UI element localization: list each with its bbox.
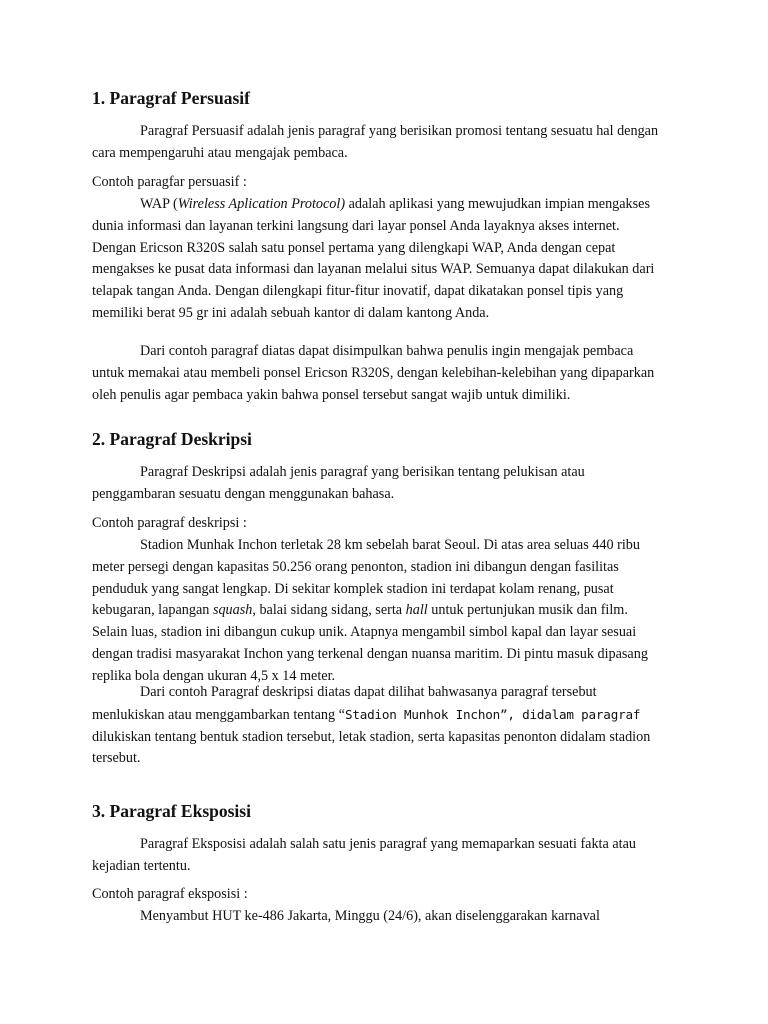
section-1-definition: Paragraf Persuasif adalah jenis paragraf yang berisikan promosi tentang sesuatu hal dengan cara mempengaruhi atau mengajak pembaca. [92, 123, 659, 161]
wap-expansion: Wireless Aplication Protocol) [177, 196, 346, 212]
squash-term: squash [212, 602, 253, 619]
section-3-example-start [92, 906, 662, 928]
section-1-example-paragraph [92, 194, 662, 325]
section-2-example-paragraph [92, 535, 662, 688]
section-3-example-label: Contoh paragraf eksposisi : [92, 886, 248, 902]
section-3-definition: Paragraf Eksposisi adalah salah satu jenis paragraf yang memaparkan sesuati fakta atau kejadian tertentu. [92, 836, 636, 874]
hall-term: hall [405, 602, 428, 619]
stadium-name-quote: Stadion Munhok Inchon”, didalam paragraf [344, 706, 641, 722]
section-1-example-label: Contoh paragfar persuasif : [92, 174, 247, 190]
section-2-example-part-b: , balai sidang sidang, serta [252, 602, 406, 619]
section-2-title: 2. Paragraf Deskripsi [92, 429, 252, 449]
section-2-example-part-c: untuk pertunjukan musik dan film. Selain luas, stadion ini dibangun cukup unik. Atapnya mengambil simbol kapal dan layar sesuai dengan tradisi masyarakat Inchon yang terkenal dengan nuansa maritim. Di pintu masuk dipasang replika bola dengan ukuran 4,5 x 14 meter. [92, 602, 648, 684]
section-3-example-text: Menyambut HUT ke-486 Jakarta, Minggu (24/6), akan diselenggarakan karnaval [140, 908, 600, 924]
wap-prefix: WAP ( [140, 196, 178, 212]
section-2-conclusion [92, 682, 662, 770]
section-2-example-part-a: Stadion Munhak Inchon terletak 28 km sebelah barat Seoul. Di atas area seluas 440 ribu meter persegi dengan kapasitas 50.256 orang penonton, stadion ini dibangun dengan fasilitas penduduk yang sangat lengkap. Di sekitar komplek stadion ini terdapat kolam renang, pusat kebugaran, lapangan [92, 537, 640, 619]
section-3-title: 3. Paragraf Eksposisi [92, 801, 251, 821]
section-1-conclusion: Dari contoh paragraf diatas dapat disimpulkan bahwa penulis ingin mengajak pembaca untuk memakai atau membeli ponsel Ericson R320S, dengan kelebihan-kelebihan yang dipaparkan oleh penulis agar pembaca yakin bahwa ponsel tersebut sangat wajib untuk dimiliki. [92, 343, 655, 403]
section-2-conclusion-part-a: Dari contoh Paragraf deskripsi diatas dapat dilihat bahwasanya paragraf tersebut menlukiskan atau menggambarkan tentang “ [92, 684, 597, 723]
section-1-title: 1. Paragraf Persuasif [92, 88, 250, 108]
section-1-example-body: adalah aplikasi yang mewujudkan impian mengakses dunia informasi dan layanan terkini langsung dari layar ponsel Anda layaknya akses internet. Dengan Ericson R320S salah satu ponsel pertama yang dilengkapi WAP, Anda dengan cepat mengakses ke pusat data informasi dan layanan melalui situs WAP. Semuanya dapat dilakukan dari telapak tangan Anda. Dengan dilengkapi fitur-fitur inovatif, dapat dikatakan ponsel tipis yang memiliki berat 95 gr ini adalah sebuah kantor di dalam kantong Anda. [92, 196, 655, 321]
section-2-conclusion-part-b: dilukiskan tentang bentuk stadion tersebut, letak stadion, serta kapasitas penonton didalam stadion tersebut. [92, 728, 651, 767]
section-2-example-label: Contoh paragraf deskripsi : [92, 515, 247, 531]
section-2-definition: Paragraf Deskripsi adalah jenis paragraf yang berisikan tentang pelukisan atau penggambaran sesuatu dengan menggunakan bahasa. [92, 464, 585, 502]
